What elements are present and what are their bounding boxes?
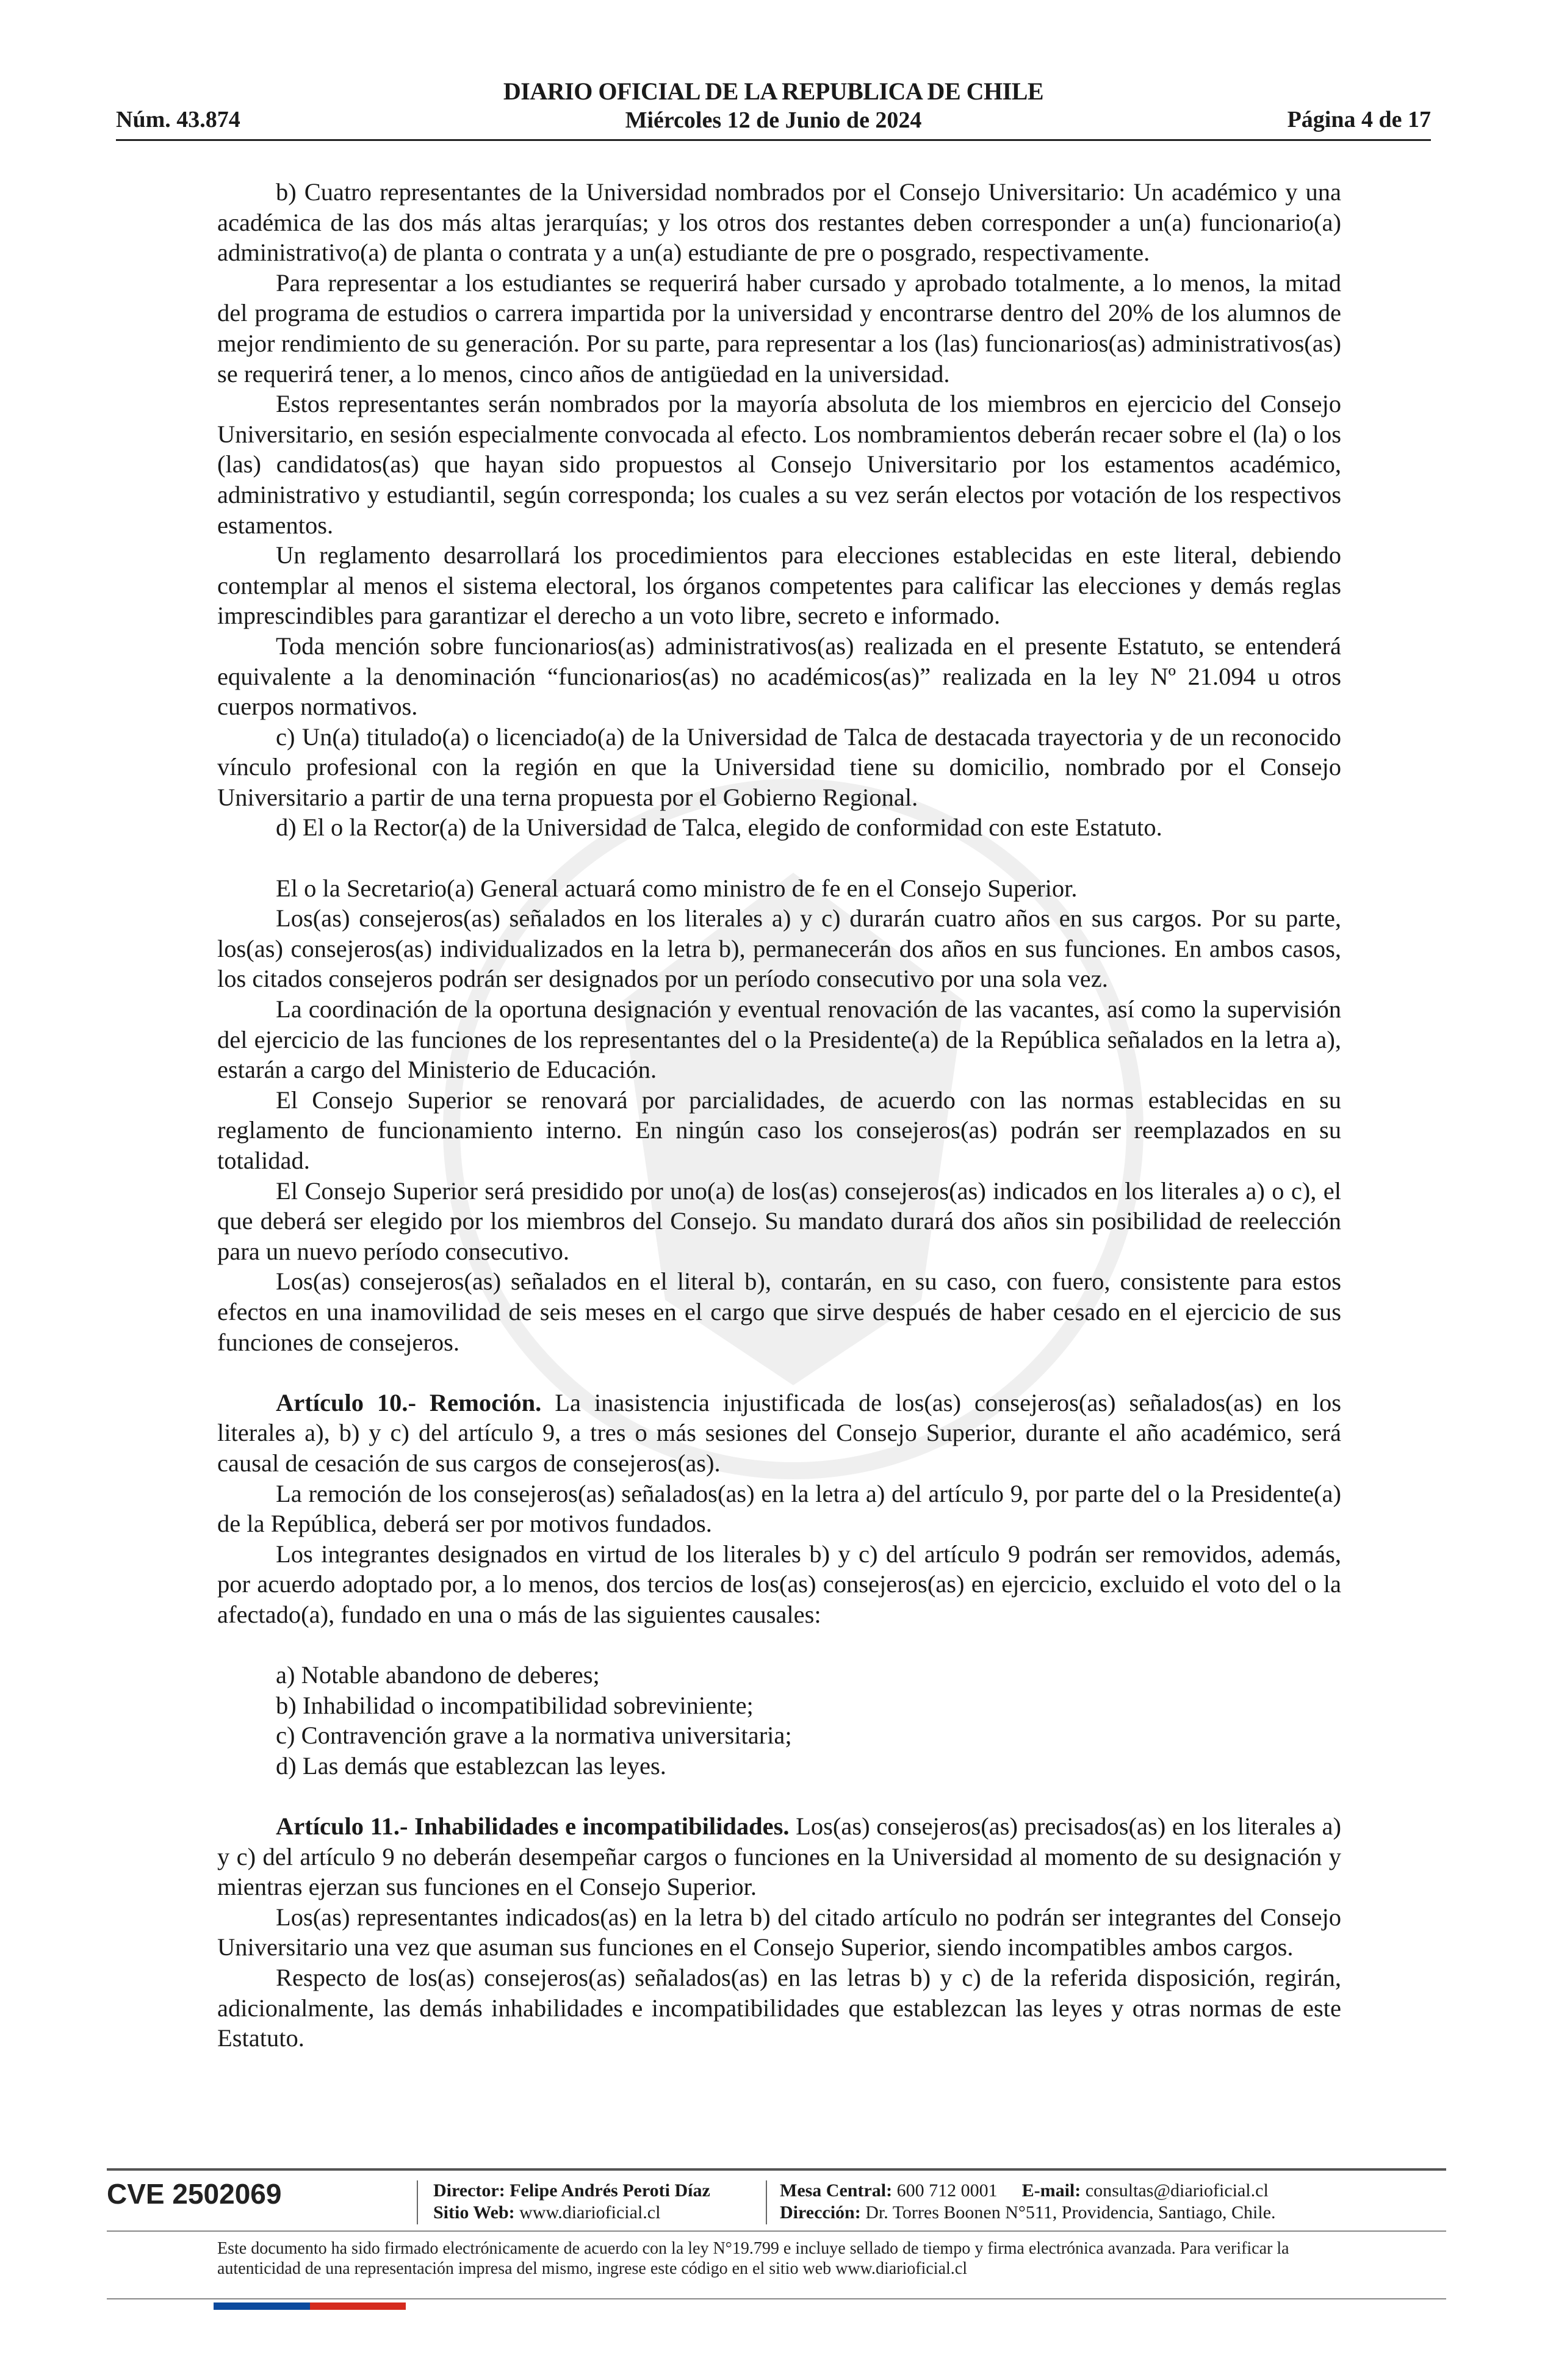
article-11-heading: Artículo 11.- Inhabilidades e incompatibilidades. — [276, 1812, 790, 1841]
legal-notice: Este documento ha sido firmado electrónicamente de acuerdo con la ley N°19.799 e incluye sellado de tiempo y firma electrónica avanzada. Para verificar la autenticidad de una representación impresa del mismo, ingrese este código en el sitio web www.diarioficial.cl — [217, 2239, 1289, 2278]
address: Dr. Torres Boonen N°511, Providencia, Santiago, Chile. — [865, 2202, 1276, 2223]
footer-separator — [417, 2180, 418, 2224]
footer-divider — [107, 2298, 1446, 2299]
website-link[interactable]: www.diarioficial.cl — [519, 2202, 661, 2223]
paragraph: c) Un(a) titulado(a) o licenciado(a) de la Universidad de Talca de destacada trayectoria y de un reconocido vínculo profesional con la región en que la Universidad tiene su domicilio, nombrado por el Consejo Universitario a partir de una terna propuesta por el Gobierno Regional. — [217, 723, 1341, 811]
list-item: b) Inhabilidad o incompatibilidad sobreviniente; — [276, 1691, 754, 1719]
email-link[interactable]: consultas@diarioficial.cl — [1085, 2180, 1269, 2201]
flag-red — [310, 2302, 406, 2310]
paragraph: Estos representantes serán nombrados por la mayoría absoluta de los miembros en ejercicio del Consejo Universitario, en sesión especialmente convocada al efecto. Los nombramientos deberán recaer sobre el (la) o los (las) candidatos(as) que hayan sido propuestos al Consejo Universitario por los estamentos académico, administrativo y estudiantil, según corresponda; los cuales a su vez serán electos por votación de los respectivos estamentos. — [217, 390, 1341, 539]
issue-date: Miércoles 12 de Junio de 2024 — [625, 107, 922, 133]
phone-number: 600 712 0001 — [896, 2180, 998, 2201]
paragraph: Para representar a los estudiantes se requerirá haber cursado y aprobado totalmente, a lo menos, la mitad del programa de estudios o carrera impartida por la universidad y encontrarse dentro del 20% de los alumnos de mejor rendimiento de su generación. Por su parte, para representar a los (las) funcionarios(as) administrativos(as) se requerirá tener, a lo menos, cinco años de antigüedad en la universidad. — [217, 269, 1341, 388]
newspaper-title: DIARIO OFICIAL DE LA REPUBLICA DE CHILE — [503, 78, 1044, 105]
paragraph: b) Cuatro representantes de la Universidad nombrados por el Consejo Universitario: Un académico y una académica de las dos más altas jerarquías; y los otros dos restantes deben corresponder a un(a) funcionario(a) administrativo(a) de planta o contrata y a un(a) estudiante de pre o posgrado, respectivamente. — [217, 178, 1341, 267]
director-name: Felipe Andrés Peroti Díaz — [510, 2180, 710, 2201]
paragraph: El Consejo Superior será presidido por uno(a) de los(as) consejeros(as) indicados en los literales a) o c), el que deberá ser elegido por los miembros del Consejo. Su mandato durará dos años sin posibilidad de reelección para un nuevo período consecutivo. — [217, 1177, 1341, 1265]
issue-number: Núm. 43.874 — [116, 107, 240, 132]
paragraph: Los(as) consejeros(as) señalados en el literal b), contarán, en su caso, con fuero, consistente para estos efectos en una inamovilidad de seis meses en el cargo que sirve después de haber cesado en el ejercicio de sus funciones de consejeros. — [217, 1268, 1341, 1356]
paragraph: La remoción de los consejeros(as) señalados(as) en la letra a) del artículo 9, por parte del o la Presidente(a) de la República, deberá ser por motivos fundados. — [217, 1479, 1341, 1538]
list-item: d) Las demás que establezcan las leyes. — [276, 1751, 666, 1780]
document-body — [217, 177, 1341, 2054]
header-divider — [116, 139, 1431, 141]
paragraph: d) El o la Rector(a) de la Universidad de Talca, elegido de conformidad con este Estatuto. — [276, 813, 1162, 842]
paragraph: Toda mención sobre funcionarios(as) administrativos(as) realizada en el presente Estatuto, se entenderá equivalente a la denominación “funcionarios(as) no académicos(as)” realizada en la ley Nº 21.094 u otros cuerpos normativos. — [217, 632, 1341, 721]
footer-divider — [107, 2168, 1446, 2171]
article-10-text: La inasistencia injustificada de los(as) consejeros(as) señalados(as) en los literales a), b) y c) del artículo 9, a tres o más sesiones del Consejo Superior, durante el año académico, será causal de cesación de sus cargos de consejeros(as). — [217, 1388, 1341, 1477]
paragraph: Los(as) representantes indicados(as) en la letra b) del citado artículo no podrán ser integrantes del Consejo Universitario una vez que asuman sus funciones en el Consejo Superior, siendo incompatibles ambos cargos. — [217, 1903, 1341, 1961]
footer-director-block: Director: Felipe Andrés Peroti Díaz Sitio Web: www.diarioficial.cl — [433, 2180, 710, 2223]
article-11 — [217, 1811, 1341, 1902]
footer-contact-block: Mesa Central: 600 712 0001 E-mail: consultas@diarioficial.cl Dirección: Dr. Torres Boonen N°511, Providencia, Santiago, Chile. — [780, 2180, 1276, 2223]
paragraph: El o la Secretario(a) General actuará como ministro de fe en el Consejo Superior. — [276, 874, 1078, 902]
page-number: Página 4 de 17 — [1287, 107, 1431, 132]
paragraph: La coordinación de la oportuna designación y eventual renovación de las vacantes, así como la supervisión del ejercicio de las funciones de los representantes del o la Presidente(a) de la República señalados en la letra a), estarán a cargo del Ministerio de Educación. — [217, 995, 1341, 1084]
page-header — [116, 74, 1431, 142]
article-10-heading: Artículo 10.- Remoción. — [276, 1388, 542, 1416]
footer-divider — [107, 2230, 1446, 2232]
paragraph: Los integrantes designados en virtud de los literales b) y c) del artículo 9 podrán ser removidos, además, por acuerdo adoptado por, a lo menos, dos tercios de los(as) consejeros(as) en ejercicio, excluido el voto del o la afectado(a), fundado en una o más de las siguientes causales: — [217, 1540, 1341, 1628]
cve-code: CVE 2502069 — [107, 2178, 282, 2210]
list-item: c) Contravención grave a la normativa universitaria; — [276, 1722, 792, 1750]
paragraph: Un reglamento desarrollará los procedimientos para elecciones establecidas en este literal, debiendo contemplar al menos el sistema electoral, los órganos competentes para calificar las elecciones y demás reglas imprescindibles para garantizar el derecho a un voto libre, secreto e informado. — [217, 541, 1341, 630]
footer-separator — [766, 2180, 767, 2224]
paragraph: El Consejo Superior se renovará por parcialidades, de acuerdo con las normas establecidas en su reglamento de funcionamiento interno. En ningún caso los consejeros(as) podrán ser reemplazados en su totalidad. — [217, 1086, 1341, 1174]
flag-blue — [214, 2302, 310, 2310]
list-item: a) Notable abandono de deberes; — [276, 1661, 600, 1689]
article-10 — [217, 1388, 1341, 1479]
paragraph: Los(as) consejeros(as) señalados en los literales a) y c) durarán cuatro años en sus cargos. Por su parte, los(as) consejeros(as) individualizados en la letra b), permanecerán dos años en sus funciones. En ambos casos, los citados consejeros podrán ser designados por un período consecutivo por una sola vez. — [217, 904, 1341, 993]
flag-stripe — [214, 2302, 406, 2310]
article-11-text: Los(as) consejeros(as) precisados(as) en los literales a) y c) del artículo 9 no deberán desempeñar cargos o funciones en la Universidad al momento de su designación y mientras ejerzan sus funciones en el Consejo Superior. — [217, 1812, 1341, 1901]
paragraph: Respecto de los(as) consejeros(as) señalados(as) en las letras b) y c) de la referida disposición, regirán, adicionalmente, las demás inhabilidades e incompatibilidades que establezcan las leyes y otras normas de este Estatuto. — [217, 1964, 1341, 2052]
